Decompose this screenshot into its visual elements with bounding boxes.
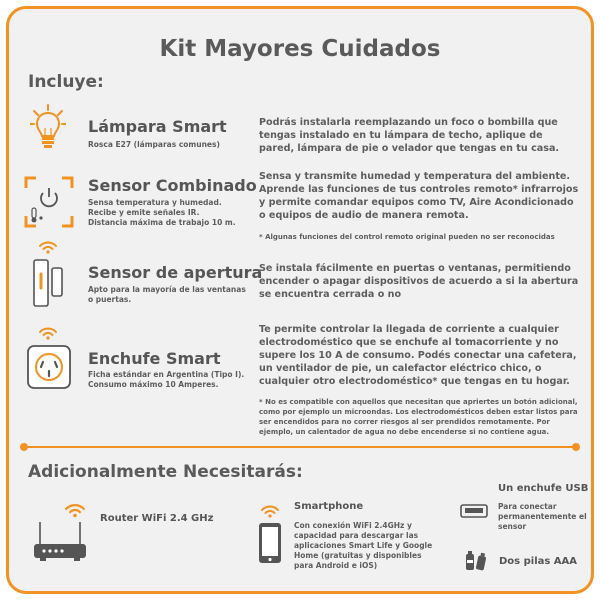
- smartphone-line: capacidad para descargar las: [294, 531, 419, 540]
- smartphone-line: Con conexión WiFi 2.4GHz y: [294, 521, 412, 530]
- sensor-combinado-icon: [24, 176, 74, 228]
- item-description-sensor-combinado: Sensa y transmite humedad y temperatura del ambiente. Aprende las funciones de tus controles remoto* infrarrojos y permite comandar equipos como TV, Aire Acondicionado o equipos de audio de manera remota.: [259, 171, 579, 221]
- item-subtitle-sensor-combinado: [88, 198, 236, 228]
- item-name-enchufe: Enchufe Smart: [88, 349, 221, 368]
- door-sensor-icon: [30, 258, 66, 308]
- item-note-sensor-combinado: * Algunas funciones del control remoto original pueden no ser reconocidas: [259, 233, 555, 241]
- subtitle-line: Ficha estándar en Argentina (Tipo I).: [88, 370, 245, 379]
- smart-plug-icon: [26, 344, 72, 390]
- item-subtitle-enchufe: [88, 370, 244, 390]
- wifi-icon: [38, 326, 58, 340]
- smartphone-icon: [258, 522, 282, 564]
- usb-port-icon: [460, 504, 488, 518]
- smartphone-title: Smartphone: [294, 501, 364, 512]
- smartphone-line: aplicaciones Smart Life y Google: [294, 541, 433, 550]
- wifi-icon: [260, 504, 280, 518]
- item-name-sensor-apertura: Sensor de apertura: [88, 263, 263, 282]
- item-subtitle-sensor-apertura: [88, 285, 246, 305]
- subtitle-line: Recibe y emite señales IR.: [88, 208, 200, 217]
- light-bulb-icon: [30, 104, 66, 152]
- usb-line: Para conectar: [498, 502, 557, 511]
- router-icon: [32, 520, 88, 564]
- subtitle-line: Distancia máxima de trabajo 10 m.: [88, 218, 236, 227]
- item-description-sensor-apertura: Se instala fácilmente en puertas o ventanas, permitiendo encender o apagar dispositivos de acuerdo a si la abertura se encuentra cerrada o no: [259, 263, 579, 300]
- additional-heading: Adicionalmente Necesitarás:: [28, 462, 303, 482]
- subtitle-line: Apto para la mayoría de las ventanas: [88, 285, 246, 294]
- item-name-sensor-combinado: Sensor Combinado: [88, 176, 257, 195]
- item-note-enchufe: * No es compatible con aquellos que necesitan que apriertes un botón adicional, como por ejemplo un microondas. Los electrodomésticos deben estar listos para ser encendidos para no correr riesgos al ser prendidos remotamente. Por ejemplo, un calentador de agua no debe encenderse si no contiene agua.: [259, 398, 578, 436]
- batteries-label: Dos pilas AAA: [499, 556, 578, 567]
- battery-icon: [463, 548, 489, 572]
- section-divider: [24, 446, 576, 448]
- item-description-lampara: Podrás instalarla reemplazando un foco o bombilla que tengas instalado en tu lámpara de techo, aplique de pared, lámpara de pie o velador que tengas en tu casa.: [259, 117, 560, 154]
- wifi-icon: [38, 240, 58, 254]
- wifi-icon: [64, 502, 86, 518]
- usb-line: permanentemente el: [498, 512, 587, 521]
- usb-line: sensor: [498, 522, 527, 531]
- page-title: Kit Mayores Cuidados: [159, 36, 441, 62]
- subtitle-line: o puertas.: [88, 295, 132, 304]
- smartphone-line: Home (gratuitas y disponibles: [294, 551, 422, 560]
- item-description-enchufe: Te permite controlar la llegada de corriente a cualquier electrodoméstico que se enchufe al tomacorriente y no supere los 10 A de consumo. Podés conectar una cafetera, un ventilador de pie, un calefactor eléctrico chico, o cualquier otro electrodoméstico* que tengas en tu hogar.: [259, 324, 577, 387]
- subtitle-line: Sensa temperatura y humedad.: [88, 198, 222, 207]
- smartphone-description: [294, 521, 432, 571]
- item-name-lampara: Lámpara Smart: [88, 117, 227, 136]
- usb-title: Un enchufe USB: [498, 483, 589, 494]
- usb-description: [498, 502, 587, 532]
- router-label: Router WiFi 2.4 GHz: [100, 513, 214, 524]
- item-subtitle-lampara: Rosca E27 (lámparas comunes): [88, 140, 220, 149]
- includes-heading: Incluye:: [28, 72, 104, 92]
- smartphone-line: para Android e iOS): [294, 561, 378, 570]
- subtitle-line: Consumo máximo 10 Amperes.: [88, 380, 219, 389]
